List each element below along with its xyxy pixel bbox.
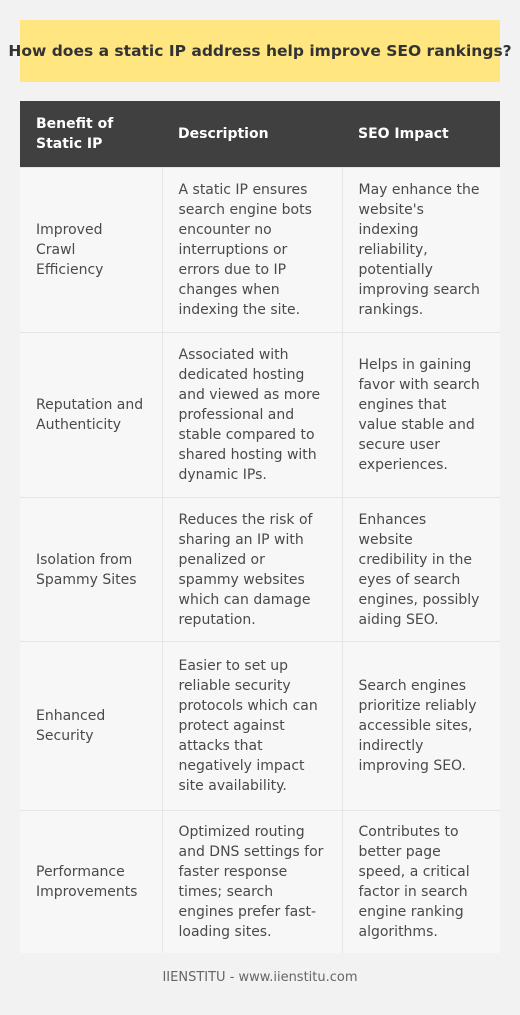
column-header-seo-impact: SEO Impact	[342, 101, 500, 168]
table-row	[20, 333, 500, 498]
cell-description: Associated with dedicated hosting and viewed as more professional and stable compared to shared hosting with dynamic IPs.	[162, 333, 342, 498]
benefits-table	[20, 101, 500, 953]
cell-description: A static IP ensures search engine bots encounter no interruptions or errors due to IP changes when indexing the site.	[162, 168, 342, 333]
cell-seo-impact: Contributes to better page speed, a critical factor in search engine ranking algorithms.	[342, 811, 500, 954]
cell-description: Easier to set up reliable security protocols which can protect against attacks that negatively impact site availability.	[162, 642, 342, 811]
cell-description: Reduces the risk of sharing an IP with penalized or spammy websites which can damage reputation.	[162, 498, 342, 642]
title-banner	[8, 20, 512, 82]
table-row	[20, 498, 500, 642]
footer-credit: IIENSTITU - www.iienstitu.com	[162, 970, 358, 985]
cell-seo-impact: Enhances website credibility in the eyes of search engines, possibly aiding SEO.	[342, 498, 500, 642]
column-header-benefit: Benefit of Static IP	[20, 101, 162, 168]
table-header-row	[20, 101, 500, 168]
cell-seo-impact: Search engines prioritize reliably accessible sites, indirectly improving SEO.	[342, 642, 500, 811]
cell-benefit: Isolation from Spammy Sites	[20, 498, 162, 642]
column-header-description: Description	[162, 101, 342, 168]
cell-benefit: Reputation and Authenticity	[20, 333, 162, 498]
cell-seo-impact: Helps in gaining favor with search engines that value stable and secure user experiences.	[342, 333, 500, 498]
table-row	[20, 168, 500, 333]
cell-benefit: Performance Improvements	[20, 811, 162, 954]
cell-benefit: Improved Crawl Efficiency	[20, 168, 162, 333]
table-row	[20, 642, 500, 811]
cell-description: Optimized routing and DNS settings for faster response times; search engines prefer fast-loading sites.	[162, 811, 342, 954]
cell-benefit: Enhanced Security	[20, 642, 162, 811]
page-title: How does a static IP address help improve SEO rankings?	[8, 42, 512, 60]
table-row	[20, 811, 500, 954]
cell-seo-impact: May enhance the website's indexing reliability, potentially improving search rankings.	[342, 168, 500, 333]
